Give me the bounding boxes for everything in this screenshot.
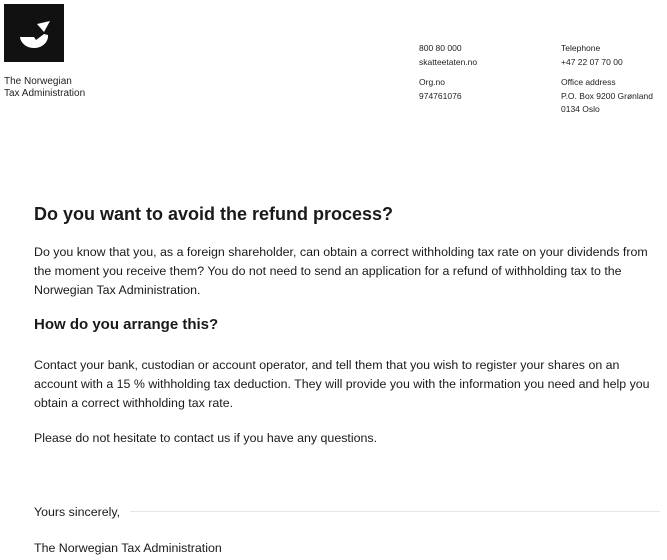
- office-label: Office address: [561, 77, 616, 87]
- sub-heading: How do you arrange this?: [34, 316, 219, 333]
- org-name-line1: The Norwegian: [4, 76, 72, 87]
- main-heading: Do you want to avoid the refund process?: [34, 204, 394, 224]
- office-address-line1: P.O. Box 9200 Grønland: [561, 90, 653, 101]
- signature-name: The Norwegian Tax Administration: [34, 541, 222, 555]
- tax-administration-logo: [4, 4, 64, 62]
- phone-number: 800 80 000: [419, 43, 462, 53]
- org-number: 974761076: [419, 90, 462, 101]
- organization-name: [4, 76, 85, 100]
- contact-column-1: [419, 42, 477, 103]
- website: skatteetaten.no: [419, 56, 478, 67]
- fold-line: [130, 511, 660, 512]
- office-address-line2: 0134 Oslo: [561, 104, 600, 114]
- contact-paragraph: Please do not hesitate to contact us if you have any questions.: [34, 431, 378, 445]
- org-name-line2: Tax Administration: [4, 88, 86, 99]
- closing-salutation: Yours sincerely,: [34, 505, 121, 519]
- telephone-number: +47 22 07 70 00: [561, 56, 623, 67]
- telephone-label: Telephone: [561, 43, 601, 53]
- intro-paragraph: Do you know that you, as a foreign shareholder, can obtain a correct withholding tax rate on your dividends from the moment you receive them? You do not need to send an application for a refund of withholding tax to the Norwegian Tax Administration.: [34, 245, 648, 297]
- logo-emblem-icon: [4, 4, 64, 62]
- instructions-paragraph: Contact your bank, custodian or account operator, and tell them that you wish to register your shares on an account with a 15 % withholding tax deduction. They will provide you with the information you need and help you obtain a correct withholding tax rate.: [34, 358, 650, 410]
- org-label: Org.no: [419, 77, 445, 87]
- contact-column-2: [561, 42, 653, 117]
